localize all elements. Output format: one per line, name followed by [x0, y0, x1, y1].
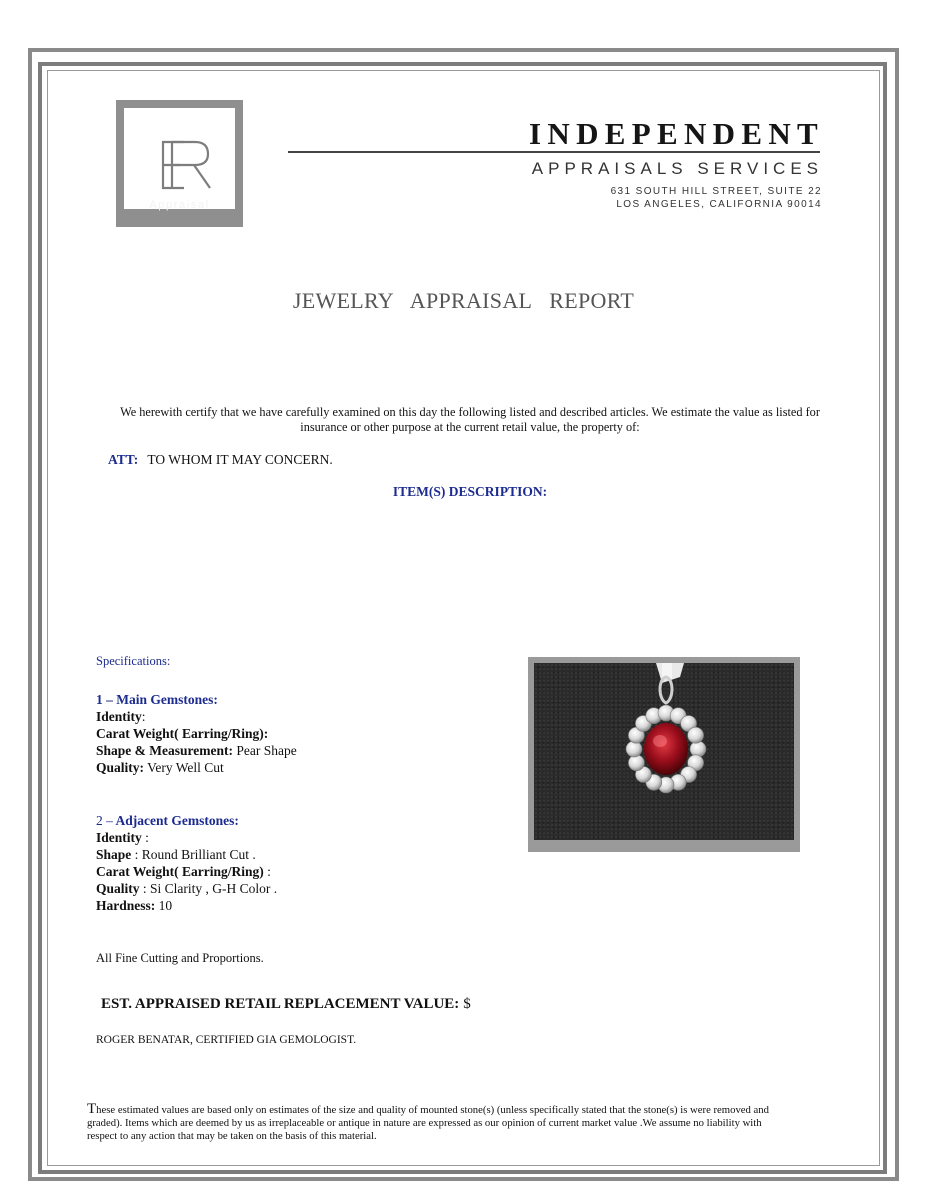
br-monogram-icon: [124, 108, 235, 209]
appraised-value-currency: $: [463, 996, 471, 1012]
fine-cutting-note: All Fine Cutting and Proportions.: [96, 951, 264, 965]
appraised-value-line: [101, 996, 471, 1013]
att-value: TO WHOM IT MAY CONCERN.: [147, 452, 333, 467]
appraised-value-label: EST. APPRAISED RETAIL REPLACEMENT VALUE:: [101, 996, 460, 1012]
header-divider: [288, 151, 820, 153]
main-quality-row: Quality: Very Well Cut: [96, 760, 224, 775]
br-appraisal-logo: [116, 100, 243, 227]
items-description-heading: ITEM(S) DESCRIPTION:: [392, 484, 548, 499]
halo-diamond: [688, 727, 704, 743]
main-heading-number: 1 –: [96, 692, 113, 707]
company-subtitle: APPRAISALS SERVICES: [531, 159, 823, 178]
report-title: JEWELRY APPRAISAL REPORT: [292, 288, 635, 313]
main-identity-row: Identity:: [96, 709, 146, 724]
certification-text: We herewith certify that we have carefully examined on this day the following listed and described articles. We estimate the value as listed for insurance or other purpose at the current retail value, the property of:: [120, 405, 820, 434]
disclaimer-text: [87, 1103, 787, 1143]
gemologist-signature-line: ROGER BENATAR, CERTIFIED GIA GEMOLOGIST.: [96, 1034, 357, 1046]
company-name: INDEPENDENT: [529, 116, 824, 151]
main-shape-row: Shape & Measurement: Pear Shape: [96, 743, 297, 758]
jewelry-photo-frame: [528, 657, 800, 852]
photo-bottom-strip: [528, 846, 800, 852]
logo-caption: Appraisal: [149, 199, 210, 211]
disclaimer-body: hese estimated values are based only on estimates of the size and quality of mounted stone(s) (unless specifically stated that the stone(s) is were removed and graded). Items which are deemed by us as irreplaceable or antique in nature are expressed as our opinion of current market value .We assume no liability with respect to any action that may be taken on the basis of this material.: [87, 1104, 769, 1142]
halo-diamond: [628, 755, 644, 771]
adjacent-identity-row: Identity :: [96, 830, 149, 845]
attention-line: [108, 452, 333, 468]
ruby-pendant-image: [534, 663, 794, 840]
address-line-1: 631 SOUTH HILL STREET, SUITE 22: [610, 186, 822, 197]
ruby-pendant-photo: [534, 663, 794, 840]
adjacent-gemstones-section: [96, 812, 277, 914]
halo-diamond: [626, 741, 642, 757]
address-line-2: LOS ANGELES, CALIFORNIA 90014: [616, 199, 822, 210]
adjacent-carat-row: Carat Weight( Earring/Ring) :: [96, 864, 271, 879]
adjacent-heading-number: 2 –: [96, 813, 113, 828]
main-gemstones-section: [96, 691, 297, 776]
adjacent-quality-row: Quality : Si Clarity , G-H Color .: [96, 881, 278, 896]
main-carat-row: Carat Weight( Earring/Ring):: [96, 726, 269, 741]
adjacent-heading-text: Adjacent Gemstones:: [115, 813, 239, 828]
halo-diamond: [690, 741, 706, 757]
main-heading-text: Main Gemstones:: [116, 692, 218, 707]
adjacent-shape-row: Shape : Round Brilliant Cut .: [96, 847, 256, 862]
att-label: ATT:: [108, 452, 139, 467]
adjacent-gemstones-heading: [96, 812, 277, 829]
specifications-label: Specifications:: [96, 654, 171, 668]
main-gemstones-heading: [96, 691, 297, 708]
disclaimer-first-letter: T: [87, 1101, 97, 1117]
adjacent-hardness-row: Hardness: 10: [96, 898, 173, 913]
